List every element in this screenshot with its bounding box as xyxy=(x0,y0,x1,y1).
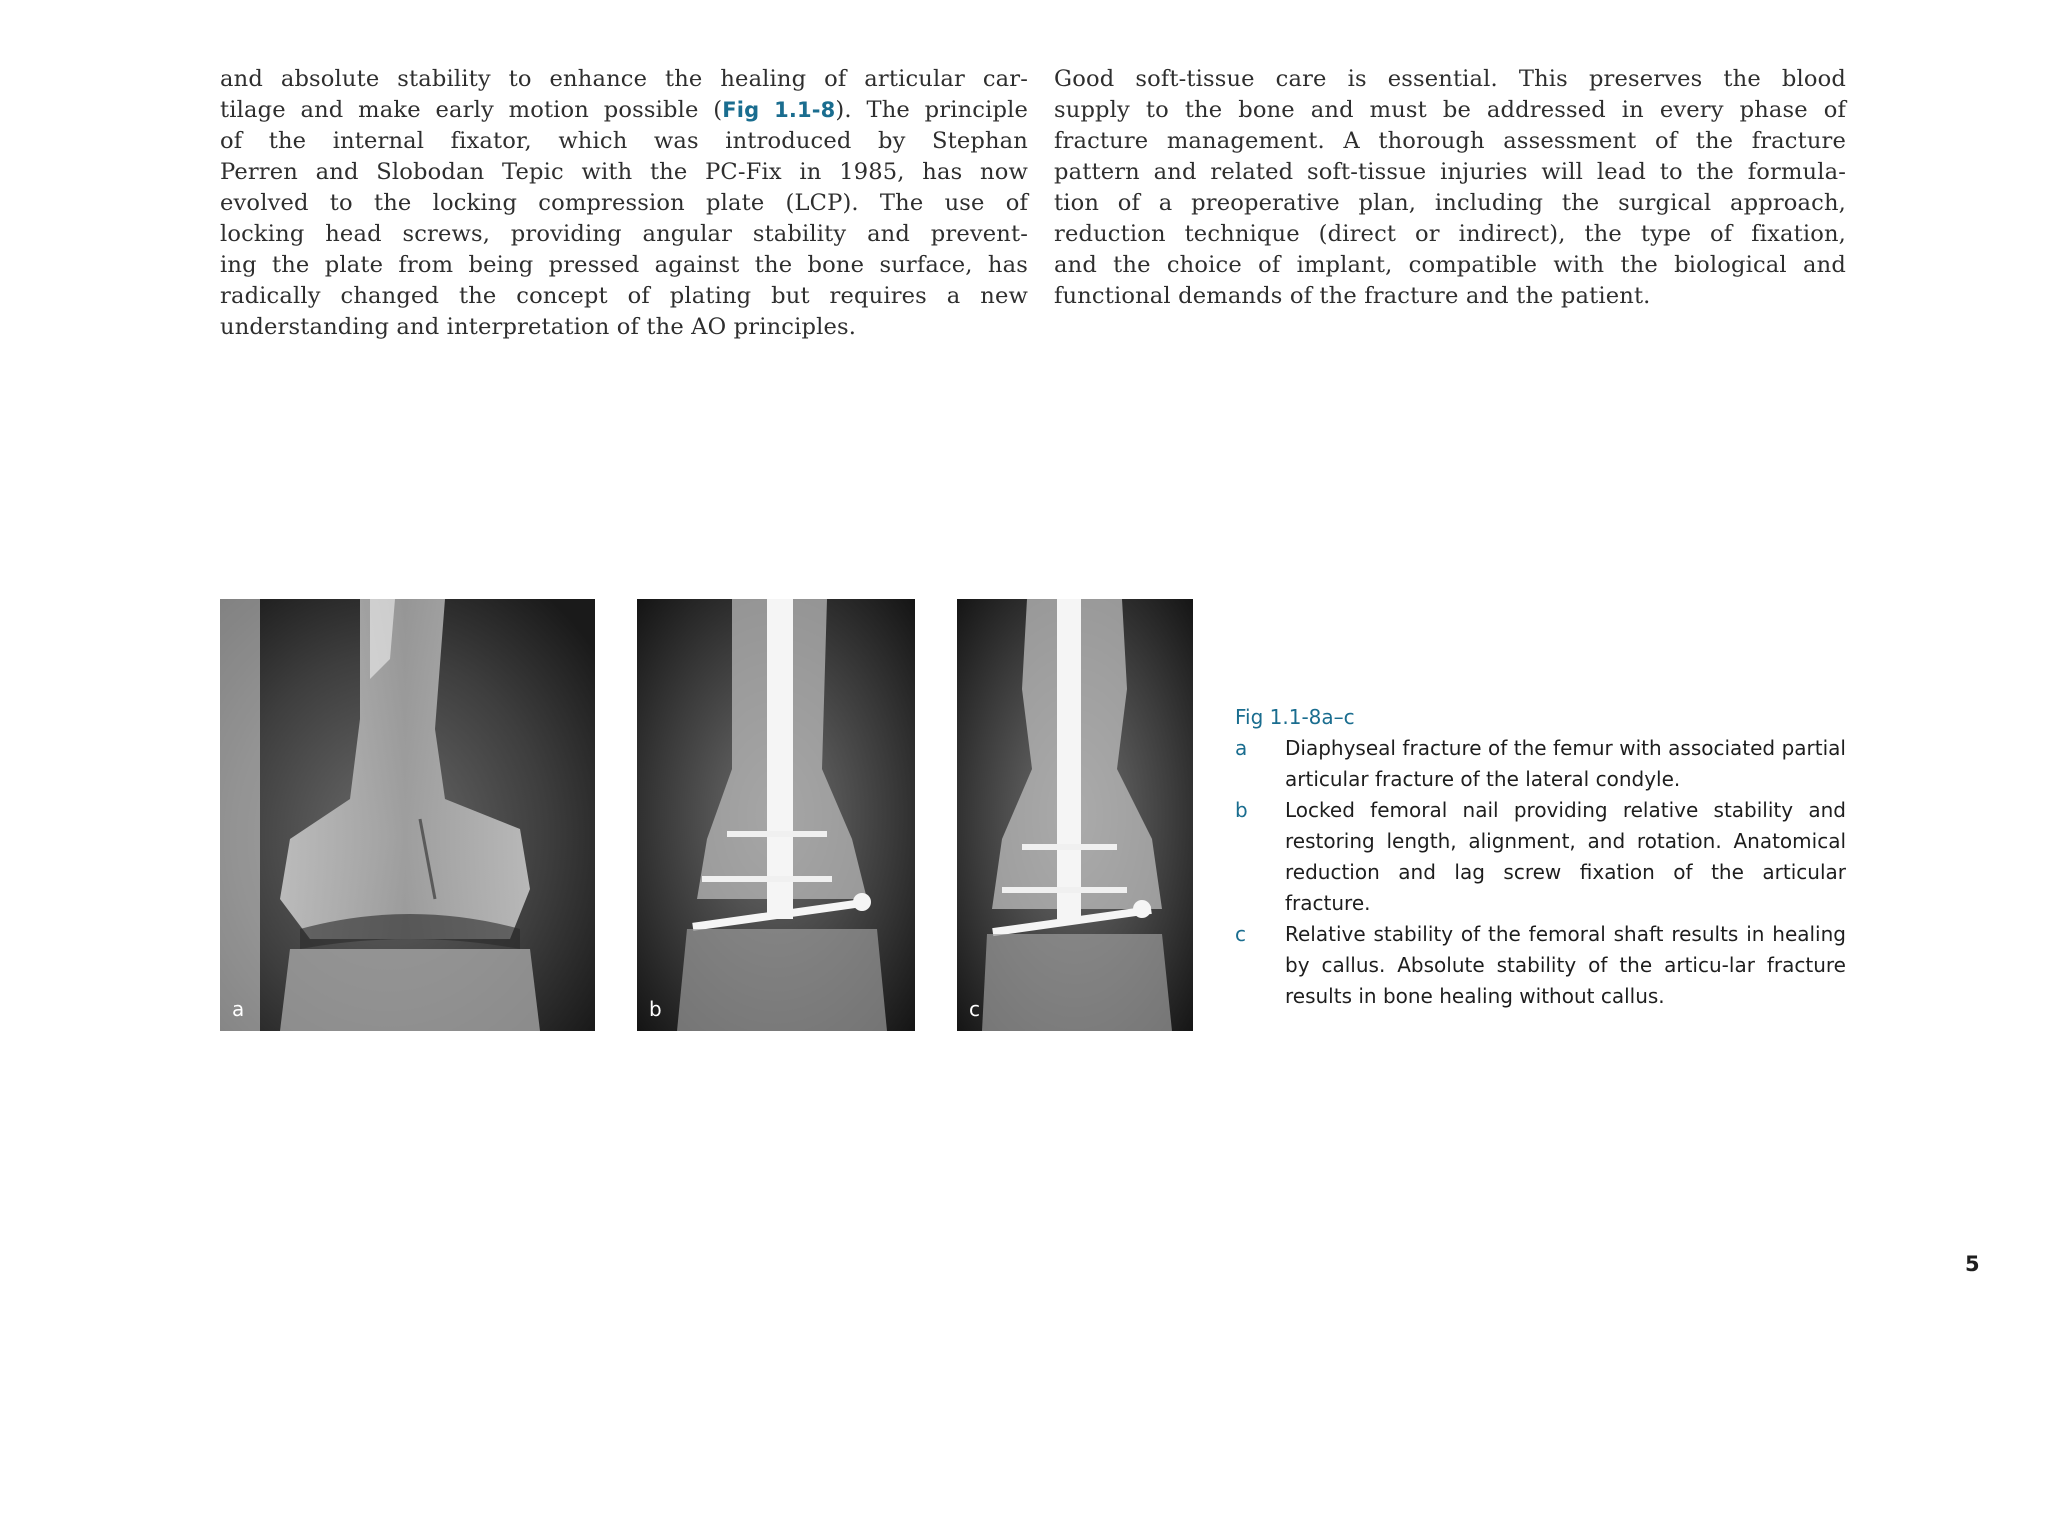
body-line: and the choice of implant, compatible with the biological and xyxy=(1054,252,1846,278)
body-text-right xyxy=(1054,64,1846,312)
xray-panel-c xyxy=(957,599,1193,1031)
body-line: functional demands of the fracture and the patient. xyxy=(1054,283,1651,309)
body-line: locking head screws, providing angular stability and prevent- xyxy=(220,221,1028,247)
panel-label-c: c xyxy=(969,997,980,1021)
body-line: pattern and related soft-tissue injuries will lead to the formula- xyxy=(1054,159,1846,185)
caption-letter: a xyxy=(1235,736,1248,760)
body-line-start: tilage and make early motion possible ( xyxy=(220,97,723,123)
caption-letter: c xyxy=(1235,922,1246,946)
xray-image-a xyxy=(220,599,595,1031)
body-text-left xyxy=(220,64,1028,343)
caption-text: Diaphyseal fracture of the femur with associated partial articular fracture of the lateral condyle. xyxy=(1285,736,1846,791)
body-line: Good soft-tissue care is essential. This preserves the blood xyxy=(1054,66,1846,92)
xray-image-b xyxy=(637,599,915,1031)
panel-label-a: a xyxy=(232,997,245,1021)
body-line: understanding and interpretation of the AO principles. xyxy=(220,314,857,340)
panel-label-b: b xyxy=(649,997,662,1021)
body-line-tail: ). The principle xyxy=(835,97,1028,123)
figure-caption xyxy=(1235,702,1846,1012)
caption-letter: b xyxy=(1235,798,1248,822)
xray-panel-b xyxy=(637,599,915,1031)
body-line: ing the plate from being pressed against the bone surface, has xyxy=(220,252,1028,278)
caption-item xyxy=(1235,795,1846,919)
xray-image-c xyxy=(957,599,1193,1031)
body-line: Perren and Slobodan Tepic with the PC-Fix in 1985, has now xyxy=(220,159,1028,185)
body-line: fracture management. A thorough assessment of the fracture xyxy=(1054,128,1846,154)
caption-title: Fig 1.1-8a–c xyxy=(1235,705,1355,729)
caption-text: Relative stability of the femoral shaft results in healing by callus. Absolute stability of the articu-lar fracture results in bone healing without callus. xyxy=(1285,922,1846,1008)
figure-reference-link[interactable]: Fig 1.1-8 xyxy=(722,98,836,122)
body-line: tion of a preoperative plan, including the surgical approach, xyxy=(1054,190,1846,216)
body-line: of the internal fixator, which was introduced by Stephan xyxy=(220,128,1028,154)
body-line: evolved to the locking compression plate (LCP). The use of xyxy=(220,190,1028,216)
body-line xyxy=(220,95,1028,126)
body-line: reduction technique (direct or indirect), the type of fixation, xyxy=(1054,221,1846,247)
xray-panel-a xyxy=(220,599,595,1031)
caption-item xyxy=(1235,919,1846,1012)
body-line: and absolute stability to enhance the healing of articular car- xyxy=(220,66,1028,92)
page-number: 5 xyxy=(1965,1252,1980,1276)
body-line: radically changed the concept of plating but requires a new xyxy=(220,283,1028,309)
caption-text: Locked femoral nail providing relative stability and restoring length, alignment, and rotation. Anatomical reduction and lag screw fixation of the articular fracture. xyxy=(1285,798,1846,915)
caption-item xyxy=(1235,733,1846,795)
body-line: supply to the bone and must be addressed in every phase of xyxy=(1054,97,1846,123)
